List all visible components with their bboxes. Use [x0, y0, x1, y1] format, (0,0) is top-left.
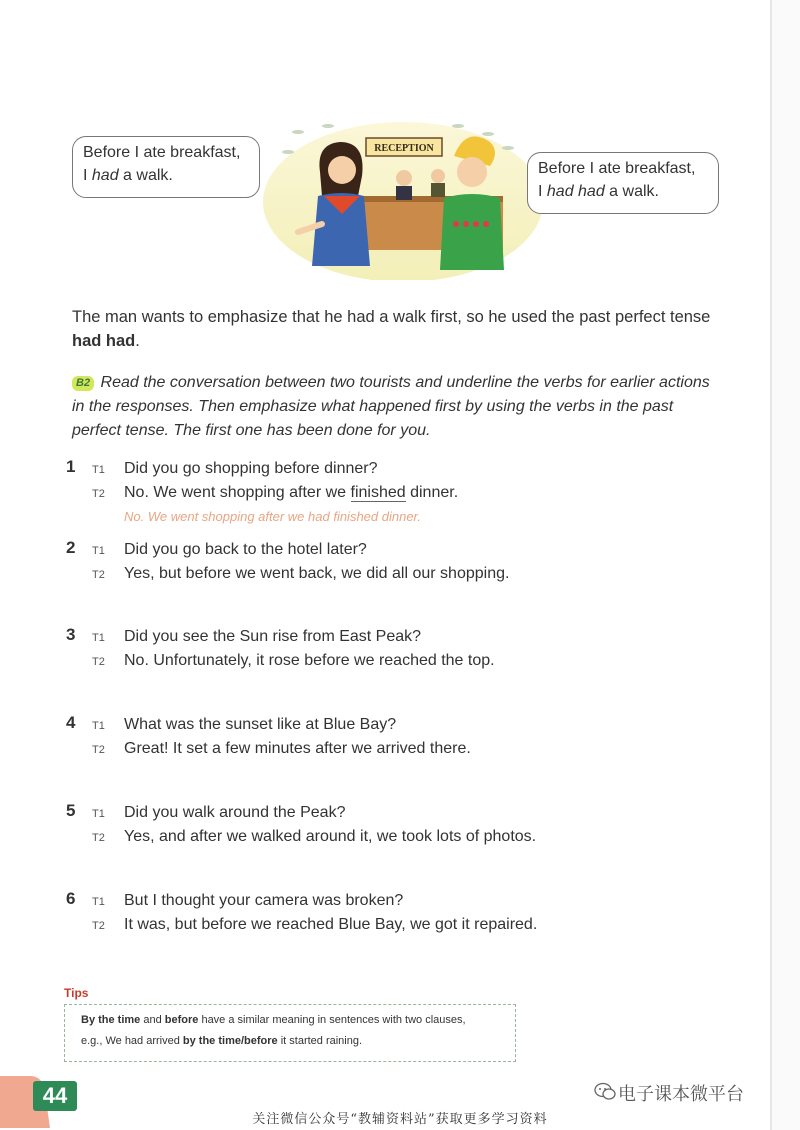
bubble-left-line1: Before I ate breakfast,: [83, 144, 241, 161]
exercise-instruction: B2 Read the conversation between two tourists and underline the verbs for earlier actions in the responses. Then emphasize what happened first by using the verbs in the past perfect tense. The first one has been done for you.: [72, 374, 710, 439]
bubble-left-line2: I had a walk.: [83, 167, 173, 184]
item-t2: T2 No. Unfortunately, it rose before we reached the top.: [92, 652, 495, 669]
item-t2: T2 Yes, but before we went back, we did all our shopping.: [92, 565, 510, 582]
watermark-text: 电子课本微平台: [618, 1084, 744, 1105]
tips-label: Tips: [64, 986, 89, 1000]
item-number: 3: [66, 625, 76, 644]
sample-answer: No. We went shopping after we had finished dinner.: [124, 509, 422, 524]
tips-line-2: e.g., We had arrived by the time/before it started raining.: [81, 1035, 363, 1047]
item-number: 4: [66, 713, 76, 732]
item-t1: T1 Did you go shopping before dinner?: [92, 460, 378, 477]
item-t1: T1 Did you see the Sun rise from East Peak?: [92, 628, 422, 645]
item-t2: T2 It was, but before we reached Blue Bay, we got it repaired.: [92, 916, 538, 933]
explanation-paragraph: The man wants to emphasize that he had a walk first, so he used the past perfect tense had had.: [72, 308, 711, 350]
item-t2: T2 No. We went shopping after we finished dinner.: [92, 484, 459, 501]
item-t2: T2 Great! It set a few minutes after we arrived there.: [92, 740, 471, 757]
item-number: 1: [66, 457, 76, 476]
item-t2: T2 Yes, and after we walked around it, we took lots of photos.: [92, 828, 537, 845]
speech-bubble-woman: [72, 136, 260, 198]
tips-box: [64, 1004, 516, 1062]
reception-illustration: [258, 112, 543, 280]
item-t1: T1 What was the sunset like at Blue Bay?: [92, 716, 397, 733]
reception-sign: RECEPTION: [374, 143, 434, 154]
page-number: 44: [33, 1081, 77, 1111]
bubble-right-line1: Before I ate breakfast,: [538, 160, 696, 177]
exercise-badge: B2: [72, 376, 94, 391]
item-number: 5: [66, 801, 76, 820]
bubble-right-line2: I had had a walk.: [538, 183, 659, 200]
page-right-margin: [772, 0, 800, 1130]
item-number: 2: [66, 538, 76, 557]
tips-line-1: By the time and before have a similar meaning in sentences with two clauses,: [81, 1014, 466, 1026]
wechat-icon: [594, 1082, 616, 1102]
page-edge: [770, 0, 772, 1130]
item-t1: T1 Did you walk around the Peak?: [92, 804, 346, 821]
underlined-verb: finished: [350, 484, 406, 501]
item-number: 6: [66, 889, 76, 908]
speech-bubble-man: [527, 152, 719, 214]
item-t1: T1 But I thought your camera was broken?: [92, 892, 404, 909]
footer-note: 关注微信公众号“教辅资料站”获取更多学习资料: [252, 1112, 548, 1127]
item-t1: T1 Did you go back to the hotel later?: [92, 541, 367, 558]
